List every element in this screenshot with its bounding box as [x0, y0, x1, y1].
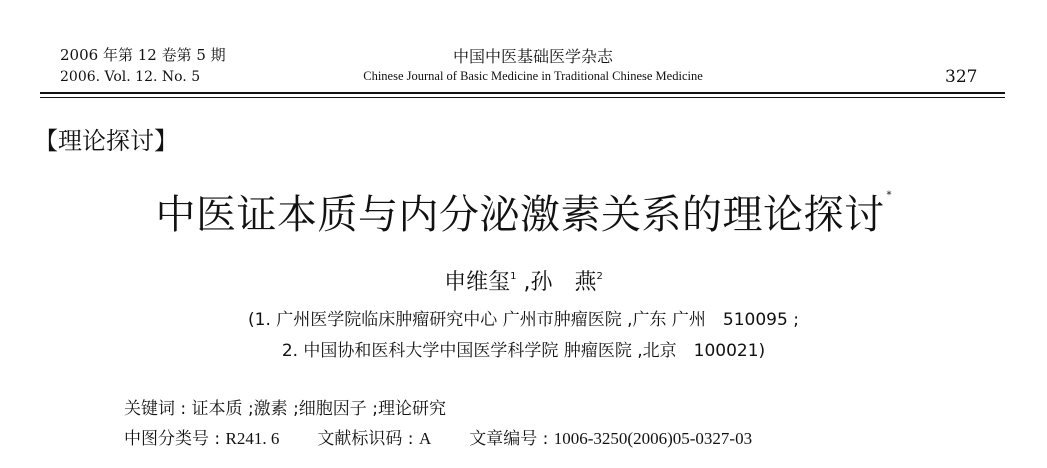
classification-line — [124, 424, 752, 449]
journal-name-en: Chinese Journal of Basic Medicine in Traditional Chinese Medicine — [363, 69, 703, 83]
doc-code-value: A — [418, 429, 432, 448]
keywords-line — [124, 394, 446, 419]
doc-code-label: 文献标识码 : — [317, 429, 414, 449]
header-rule-thin — [40, 97, 1005, 98]
clc-label: 中图分类号 : — [124, 429, 221, 449]
journal-issue-cn: 2006 年第 12 卷第 5 期 — [60, 46, 226, 64]
author-name: 孙 燕 — [530, 270, 597, 295]
affiliation-line: 2. 中国协和医科大学中国医学科学院 肿瘤医院 ,北京 100021) — [281, 341, 766, 361]
article-title: 中医证本质与内分泌激素关系的理论探讨 — [155, 192, 885, 238]
author-line — [0, 265, 1047, 296]
article-title-block — [0, 183, 1047, 240]
article-number-value: 1006-3250(2006)05-0327-03 — [553, 429, 753, 448]
article-number-label: 文章编号 : — [469, 429, 549, 449]
page-number: 327 — [945, 67, 978, 87]
author-affil-mark: 2 — [596, 271, 603, 282]
author-name: 申维玺 — [444, 270, 511, 295]
author-affil-mark: 1 — [510, 271, 517, 282]
journal-issue-en: 2006. Vol. 12. No. 5 — [60, 69, 201, 85]
title-footnote-mark: * — [886, 190, 892, 201]
clc-value: R241. 6 — [225, 429, 280, 448]
author-separator: , — [516, 270, 531, 295]
keywords-value: 证本质 ;激素 ;细胞因子 ;理论研究 — [191, 399, 446, 419]
header-rule-thick — [40, 92, 1005, 94]
keywords-label: 关键词 : — [124, 399, 187, 419]
affiliation-line: (1. 广州医学院临床肿瘤研究中心 广州市肿瘤医院 ,广东 广州 510095 ; — [248, 310, 799, 330]
section-tag: 【理论探讨】 — [34, 127, 178, 155]
journal-name-cn: 中国中医基础医学杂志 — [452, 47, 613, 66]
